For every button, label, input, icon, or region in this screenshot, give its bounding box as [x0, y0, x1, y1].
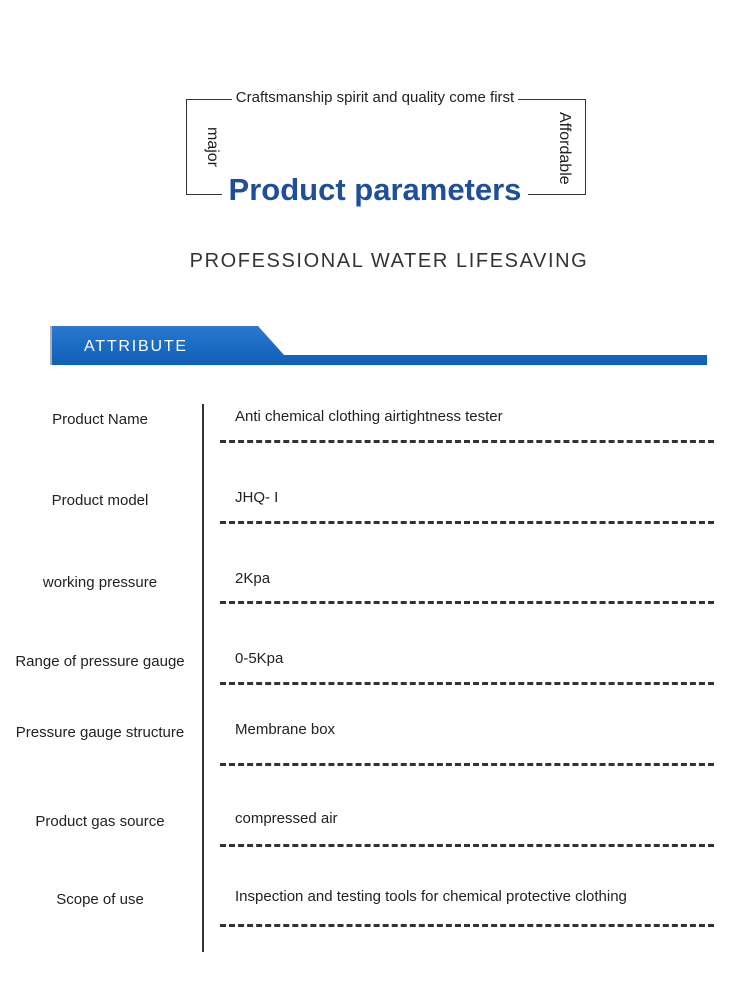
row-label-gauge-range: Range of pressure gauge — [15, 653, 185, 670]
row-value-gauge-structure: Membrane box — [235, 721, 336, 738]
side-word-right: Affordable — [549, 102, 573, 194]
row-label-gas-source: Product gas source — [35, 813, 165, 830]
row-value-gauge-range: 0-5Kpa — [235, 650, 284, 667]
row-label-working-pressure: working pressure — [42, 574, 158, 591]
side-word-left: major — [204, 126, 221, 167]
row-label-gauge-structure: Pressure gauge structure — [15, 724, 185, 741]
row-separator — [220, 682, 714, 685]
row-separator — [220, 521, 714, 524]
page-title: Product parameters — [0, 172, 750, 208]
attribute-label: ATTRIBUTE — [84, 338, 188, 355]
row-value-product-model: JHQ- I — [235, 489, 279, 506]
table-divider — [202, 404, 204, 952]
row-separator — [220, 844, 714, 847]
row-separator — [220, 924, 714, 927]
row-separator — [220, 440, 714, 443]
row-label-scope-of-use: Scope of use — [56, 891, 144, 908]
row-value-working-pressure: 2Kpa — [235, 570, 271, 587]
row-separator — [220, 763, 714, 766]
attribute-banner-edge — [50, 326, 52, 365]
row-label-product-model: Product model — [51, 492, 149, 509]
row-separator — [220, 601, 714, 604]
row-value-gas-source: compressed air — [235, 810, 338, 827]
row-value-scope-of-use: Inspection and testing tools for chemical protective clothing — [235, 888, 627, 905]
row-value-product-name: Anti chemical clothing airtightness tester — [235, 408, 503, 425]
header-tagline: Craftsmanship spirit and quality come first — [0, 89, 750, 106]
row-label-product-name: Product Name — [52, 411, 148, 428]
page-subtitle: PROFESSIONAL WATER LIFESAVING — [189, 250, 589, 272]
